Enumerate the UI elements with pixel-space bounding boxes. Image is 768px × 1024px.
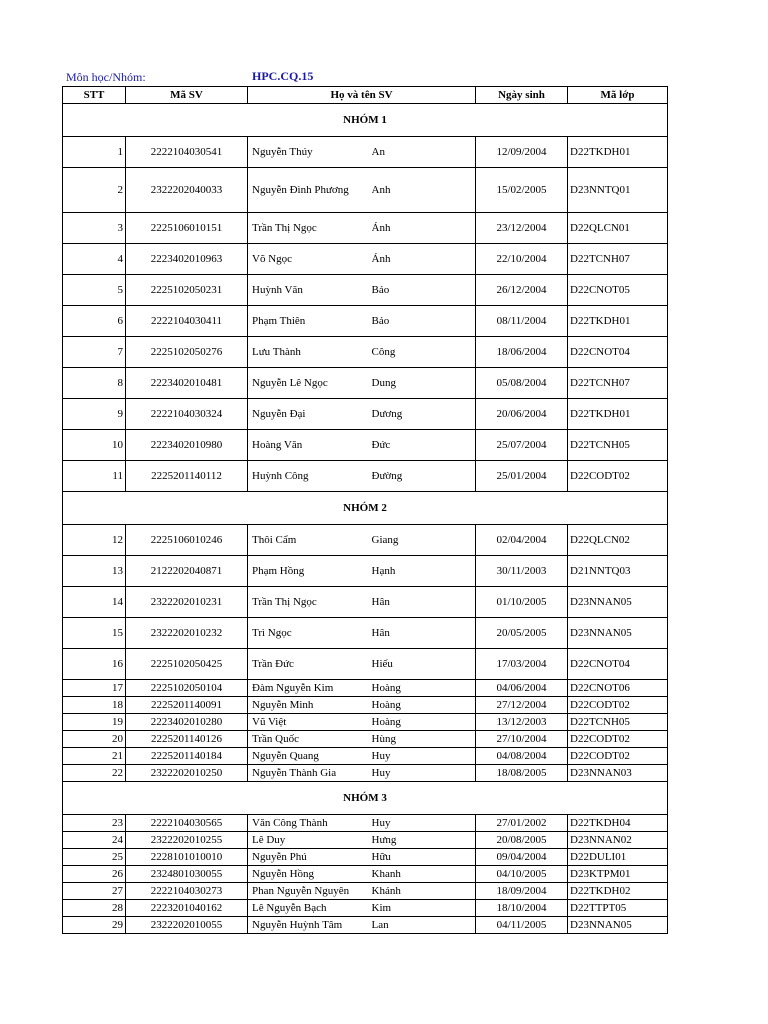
first-name-cell: Huy bbox=[372, 748, 476, 765]
stt-cell: 29 bbox=[63, 917, 126, 934]
table-row bbox=[63, 883, 668, 900]
table-row bbox=[63, 900, 668, 917]
first-name-cell: Giang bbox=[372, 525, 476, 556]
student-id-cell: 2228101010010 bbox=[126, 849, 248, 866]
stt-cell: 17 bbox=[63, 680, 126, 697]
dob-cell: 18/08/2005 bbox=[476, 765, 568, 782]
stt-cell: 22 bbox=[63, 765, 126, 782]
dob-cell: 26/12/2004 bbox=[476, 275, 568, 306]
student-id-cell: 2322202010250 bbox=[126, 765, 248, 782]
table-row bbox=[63, 649, 668, 680]
table-row bbox=[63, 137, 668, 168]
student-id-cell: 2324801030055 bbox=[126, 866, 248, 883]
first-name-cell: Bảo bbox=[372, 275, 476, 306]
class-code-cell: D22CODT02 bbox=[568, 697, 668, 714]
dob-cell: 17/03/2004 bbox=[476, 649, 568, 680]
stt-cell: 19 bbox=[63, 714, 126, 731]
dob-cell: 18/09/2004 bbox=[476, 883, 568, 900]
table-row bbox=[63, 815, 668, 832]
student-id-cell: 2225102050425 bbox=[126, 649, 248, 680]
table-row bbox=[63, 697, 668, 714]
class-code-cell: D22TKDH04 bbox=[568, 815, 668, 832]
dob-cell: 04/11/2005 bbox=[476, 917, 568, 934]
stt-cell: 27 bbox=[63, 883, 126, 900]
table-row bbox=[63, 525, 668, 556]
first-name-cell: Hưng bbox=[372, 832, 476, 849]
last-name-cell: Phan Nguyễn Nguyên bbox=[248, 883, 372, 900]
dob-cell: 04/10/2005 bbox=[476, 866, 568, 883]
table-row bbox=[63, 244, 668, 275]
last-name-cell: Trần Thị Ngọc bbox=[248, 587, 372, 618]
stt-cell: 4 bbox=[63, 244, 126, 275]
last-name-cell: Nguyễn Phú bbox=[248, 849, 372, 866]
class-code-cell: D23NNAN03 bbox=[568, 765, 668, 782]
col-header-class: Mã lớp bbox=[568, 87, 668, 104]
stt-cell: 15 bbox=[63, 618, 126, 649]
last-name-cell: Nguyễn Minh bbox=[248, 697, 372, 714]
last-name-cell: Lê Duy bbox=[248, 832, 372, 849]
student-id-cell: 2222104030541 bbox=[126, 137, 248, 168]
class-code-cell: D22QLCN01 bbox=[568, 213, 668, 244]
class-code-cell: D23NNAN02 bbox=[568, 832, 668, 849]
stt-cell: 3 bbox=[63, 213, 126, 244]
student-id-cell: 2322202010255 bbox=[126, 832, 248, 849]
first-name-cell: Công bbox=[372, 337, 476, 368]
course-header bbox=[66, 69, 314, 85]
student-id-cell: 2222104030324 bbox=[126, 399, 248, 430]
student-id-cell: 2122202040871 bbox=[126, 556, 248, 587]
last-name-cell: Nguyễn Lê Ngọc bbox=[248, 368, 372, 399]
student-id-cell: 2225102050104 bbox=[126, 680, 248, 697]
last-name-cell: Phạm Thiên bbox=[248, 306, 372, 337]
dob-cell: 20/06/2004 bbox=[476, 399, 568, 430]
last-name-cell: Nguyễn Đại bbox=[248, 399, 372, 430]
dob-cell: 18/06/2004 bbox=[476, 337, 568, 368]
class-code-cell: D21NNTQ03 bbox=[568, 556, 668, 587]
table-row bbox=[63, 368, 668, 399]
class-code-cell: D22TKDH01 bbox=[568, 137, 668, 168]
class-code-cell: D22TKDH01 bbox=[568, 306, 668, 337]
class-code-cell: D22CODT02 bbox=[568, 461, 668, 492]
stt-cell: 8 bbox=[63, 368, 126, 399]
first-name-cell: Lan bbox=[372, 917, 476, 934]
first-name-cell: Hạnh bbox=[372, 556, 476, 587]
student-id-cell: 2225201140126 bbox=[126, 731, 248, 748]
group-header-row bbox=[63, 492, 668, 525]
group-title: NHÓM 2 bbox=[63, 492, 668, 525]
dob-cell: 05/08/2004 bbox=[476, 368, 568, 399]
first-name-cell: Dung bbox=[372, 368, 476, 399]
dob-cell: 25/07/2004 bbox=[476, 430, 568, 461]
table-row bbox=[63, 714, 668, 731]
table-row bbox=[63, 337, 668, 368]
class-code-cell: D22CNOT05 bbox=[568, 275, 668, 306]
first-name-cell: Khánh bbox=[372, 883, 476, 900]
first-name-cell: Anh bbox=[372, 168, 476, 213]
stt-cell: 20 bbox=[63, 731, 126, 748]
stt-cell: 26 bbox=[63, 866, 126, 883]
student-id-cell: 2322202040033 bbox=[126, 168, 248, 213]
first-name-cell: Hùng bbox=[372, 731, 476, 748]
last-name-cell: Hoàng Văn bbox=[248, 430, 372, 461]
last-name-cell: Văn Công Thành bbox=[248, 815, 372, 832]
last-name-cell: Phạm Hồng bbox=[248, 556, 372, 587]
dob-cell: 22/10/2004 bbox=[476, 244, 568, 275]
last-name-cell: Đàm Nguyễn Kim bbox=[248, 680, 372, 697]
last-name-cell: Lưu Thành bbox=[248, 337, 372, 368]
first-name-cell: Ánh bbox=[372, 244, 476, 275]
col-header-name: Họ và tên SV bbox=[248, 87, 476, 104]
table-row bbox=[63, 399, 668, 430]
student-id-cell: 2223201040162 bbox=[126, 900, 248, 917]
dob-cell: 27/10/2004 bbox=[476, 731, 568, 748]
stt-cell: 9 bbox=[63, 399, 126, 430]
last-name-cell: Nguyễn Thúy bbox=[248, 137, 372, 168]
last-name-cell: Trì Ngọc bbox=[248, 618, 372, 649]
stt-cell: 2 bbox=[63, 168, 126, 213]
student-id-cell: 2225201140091 bbox=[126, 697, 248, 714]
table-row bbox=[63, 832, 668, 849]
first-name-cell: Hân bbox=[372, 618, 476, 649]
student-id-cell: 2222104030411 bbox=[126, 306, 248, 337]
table-body bbox=[63, 104, 668, 934]
table-row bbox=[63, 168, 668, 213]
col-header-dob: Ngày sinh bbox=[476, 87, 568, 104]
stt-cell: 11 bbox=[63, 461, 126, 492]
table-row bbox=[63, 618, 668, 649]
first-name-cell: Dương bbox=[372, 399, 476, 430]
first-name-cell: Hoàng bbox=[372, 714, 476, 731]
last-name-cell: Nguyễn Đình Phương bbox=[248, 168, 372, 213]
dob-cell: 04/08/2004 bbox=[476, 748, 568, 765]
class-code-cell: D23NNTQ01 bbox=[568, 168, 668, 213]
student-id-cell: 2223402010481 bbox=[126, 368, 248, 399]
table-row bbox=[63, 461, 668, 492]
col-header-stt: STT bbox=[63, 87, 126, 104]
student-id-cell: 2222104030565 bbox=[126, 815, 248, 832]
dob-cell: 15/02/2005 bbox=[476, 168, 568, 213]
class-code-cell: D23NNAN05 bbox=[568, 587, 668, 618]
first-name-cell: Huy bbox=[372, 765, 476, 782]
class-code-cell: D23KTPM01 bbox=[568, 866, 668, 883]
dob-cell: 12/09/2004 bbox=[476, 137, 568, 168]
first-name-cell: Bảo bbox=[372, 306, 476, 337]
student-id-cell: 2225106010246 bbox=[126, 525, 248, 556]
class-code-cell: D22CNOT06 bbox=[568, 680, 668, 697]
class-code-cell: D23NNAN05 bbox=[568, 618, 668, 649]
dob-cell: 04/06/2004 bbox=[476, 680, 568, 697]
table-row bbox=[63, 765, 668, 782]
stt-cell: 21 bbox=[63, 748, 126, 765]
student-id-cell: 2223402010280 bbox=[126, 714, 248, 731]
class-code-cell: D22TCNH05 bbox=[568, 430, 668, 461]
table-row bbox=[63, 430, 668, 461]
class-code-cell: D22TTPT05 bbox=[568, 900, 668, 917]
first-name-cell: Hân bbox=[372, 587, 476, 618]
class-code-cell: D22CNOT04 bbox=[568, 337, 668, 368]
class-code-cell: D22DULI01 bbox=[568, 849, 668, 866]
last-name-cell: Võ Ngọc bbox=[248, 244, 372, 275]
student-id-cell: 2225201140112 bbox=[126, 461, 248, 492]
student-id-cell: 2322202010055 bbox=[126, 917, 248, 934]
table-row bbox=[63, 849, 668, 866]
stt-cell: 14 bbox=[63, 587, 126, 618]
last-name-cell: Nguyễn Huỳnh Tâm bbox=[248, 917, 372, 934]
first-name-cell: Đức bbox=[372, 430, 476, 461]
table-row bbox=[63, 748, 668, 765]
last-name-cell: Trần Đức bbox=[248, 649, 372, 680]
first-name-cell: Hữu bbox=[372, 849, 476, 866]
student-table bbox=[62, 86, 668, 934]
dob-cell: 20/05/2005 bbox=[476, 618, 568, 649]
dob-cell: 20/08/2005 bbox=[476, 832, 568, 849]
table-row bbox=[63, 731, 668, 748]
first-name-cell: Ánh bbox=[372, 213, 476, 244]
last-name-cell: Vũ Việt bbox=[248, 714, 372, 731]
student-id-cell: 2223402010980 bbox=[126, 430, 248, 461]
stt-cell: 10 bbox=[63, 430, 126, 461]
table-row bbox=[63, 275, 668, 306]
table-row bbox=[63, 556, 668, 587]
table-row bbox=[63, 213, 668, 244]
dob-cell: 27/01/2002 bbox=[476, 815, 568, 832]
table-row bbox=[63, 917, 668, 934]
student-id-cell: 2322202010232 bbox=[126, 618, 248, 649]
class-code-cell: D22QLCN02 bbox=[568, 525, 668, 556]
col-header-msv: Mã SV bbox=[126, 87, 248, 104]
last-name-cell: Huỳnh Công bbox=[248, 461, 372, 492]
dob-cell: 27/12/2004 bbox=[476, 697, 568, 714]
student-id-cell: 2225201140184 bbox=[126, 748, 248, 765]
last-name-cell: Trần Quốc bbox=[248, 731, 372, 748]
stt-cell: 6 bbox=[63, 306, 126, 337]
course-code: HPC.CQ.15 bbox=[252, 69, 314, 83]
last-name-cell: Nguyễn Hồng bbox=[248, 866, 372, 883]
student-id-cell: 2222104030273 bbox=[126, 883, 248, 900]
stt-cell: 7 bbox=[63, 337, 126, 368]
class-code-cell: D22TCNH05 bbox=[568, 714, 668, 731]
class-code-cell: D22CNOT04 bbox=[568, 649, 668, 680]
stt-cell: 18 bbox=[63, 697, 126, 714]
stt-cell: 25 bbox=[63, 849, 126, 866]
group-title: NHÓM 3 bbox=[63, 782, 668, 815]
stt-cell: 24 bbox=[63, 832, 126, 849]
dob-cell: 13/12/2003 bbox=[476, 714, 568, 731]
last-name-cell: Trần Thị Ngọc bbox=[248, 213, 372, 244]
stt-cell: 5 bbox=[63, 275, 126, 306]
course-label: Môn học/Nhóm: bbox=[66, 70, 146, 84]
first-name-cell: Khanh bbox=[372, 866, 476, 883]
dob-cell: 30/11/2003 bbox=[476, 556, 568, 587]
first-name-cell: Hiếu bbox=[372, 649, 476, 680]
first-name-cell: Kim bbox=[372, 900, 476, 917]
stt-cell: 13 bbox=[63, 556, 126, 587]
student-id-cell: 2225102050276 bbox=[126, 337, 248, 368]
dob-cell: 18/10/2004 bbox=[476, 900, 568, 917]
first-name-cell: Hoàng bbox=[372, 697, 476, 714]
student-id-cell: 2223402010963 bbox=[126, 244, 248, 275]
first-name-cell: Huy bbox=[372, 815, 476, 832]
class-code-cell: D23NNAN05 bbox=[568, 917, 668, 934]
stt-cell: 16 bbox=[63, 649, 126, 680]
first-name-cell: Hoàng bbox=[372, 680, 476, 697]
group-title: NHÓM 1 bbox=[63, 104, 668, 137]
first-name-cell: Đường bbox=[372, 461, 476, 492]
dob-cell: 02/04/2004 bbox=[476, 525, 568, 556]
group-header-row bbox=[63, 104, 668, 137]
stt-cell: 23 bbox=[63, 815, 126, 832]
stt-cell: 28 bbox=[63, 900, 126, 917]
student-id-cell: 2322202010231 bbox=[126, 587, 248, 618]
class-code-cell: D22TKDH02 bbox=[568, 883, 668, 900]
last-name-cell: Lê Nguyễn Bạch bbox=[248, 900, 372, 917]
table-row bbox=[63, 866, 668, 883]
group-header-row bbox=[63, 782, 668, 815]
dob-cell: 09/04/2004 bbox=[476, 849, 568, 866]
last-name-cell: Nguyễn Thành Gia bbox=[248, 765, 372, 782]
dob-cell: 25/01/2004 bbox=[476, 461, 568, 492]
first-name-cell: An bbox=[372, 137, 476, 168]
last-name-cell: Huỳnh Văn bbox=[248, 275, 372, 306]
last-name-cell: Thôi Cẩm bbox=[248, 525, 372, 556]
class-code-cell: D22TCNH07 bbox=[568, 368, 668, 399]
class-code-cell: D22CODT02 bbox=[568, 731, 668, 748]
last-name-cell: Nguyễn Quang bbox=[248, 748, 372, 765]
table-row bbox=[63, 587, 668, 618]
class-code-cell: D22TKDH01 bbox=[568, 399, 668, 430]
student-id-cell: 2225102050231 bbox=[126, 275, 248, 306]
dob-cell: 08/11/2004 bbox=[476, 306, 568, 337]
table-row bbox=[63, 680, 668, 697]
class-code-cell: D22TCNH07 bbox=[568, 244, 668, 275]
class-code-cell: D22CODT02 bbox=[568, 748, 668, 765]
dob-cell: 01/10/2005 bbox=[476, 587, 568, 618]
student-id-cell: 2225106010151 bbox=[126, 213, 248, 244]
table-header-row bbox=[63, 87, 668, 104]
stt-cell: 1 bbox=[63, 137, 126, 168]
dob-cell: 23/12/2004 bbox=[476, 213, 568, 244]
stt-cell: 12 bbox=[63, 525, 126, 556]
table-row bbox=[63, 306, 668, 337]
